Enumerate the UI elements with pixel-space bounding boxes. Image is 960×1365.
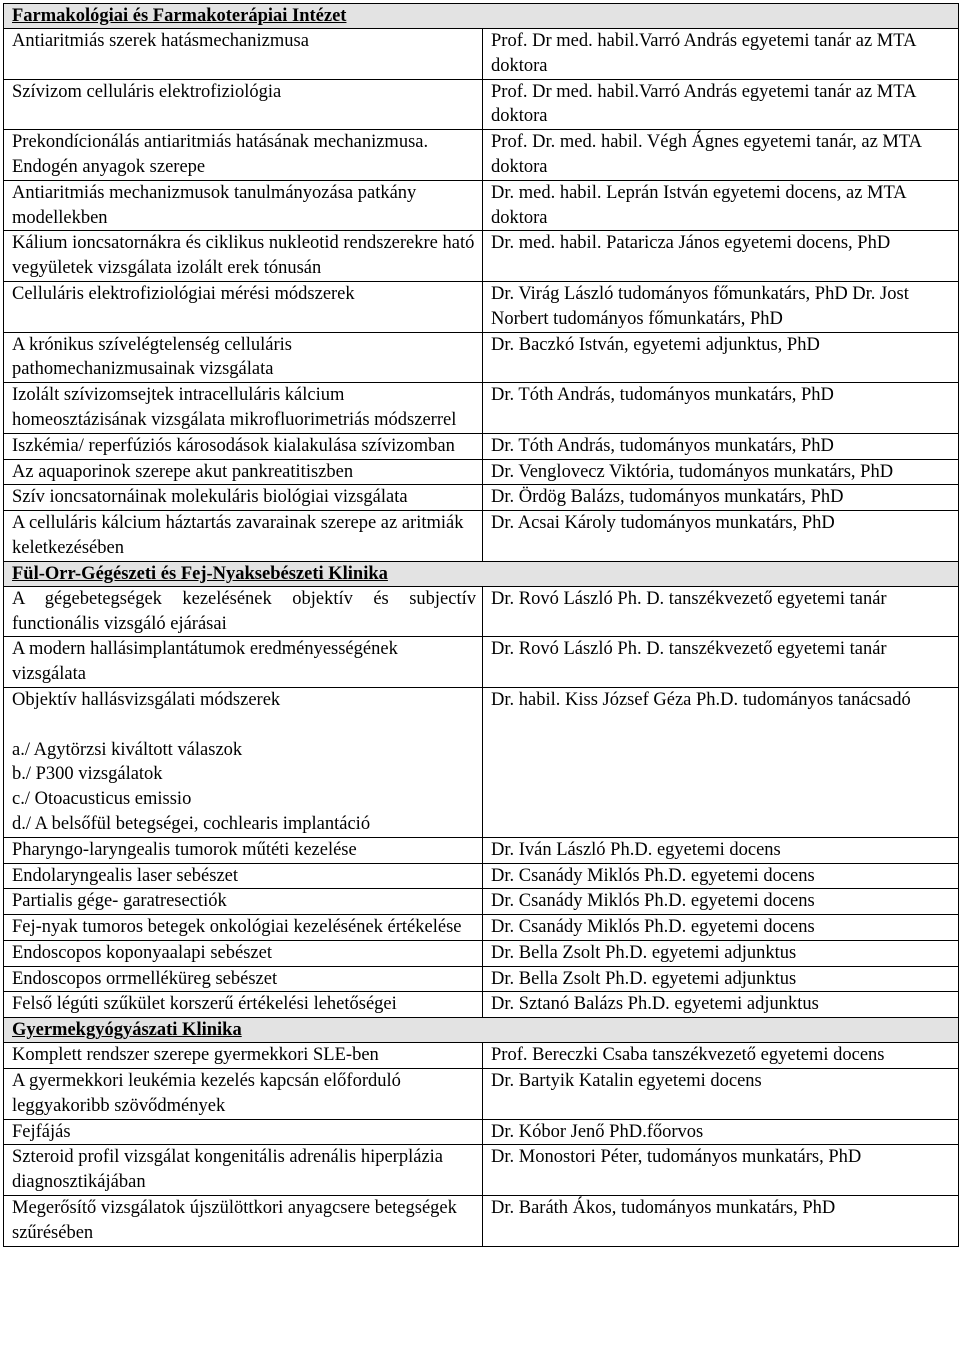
topic-cell: Az aquaporinok szerepe akut pankreatitiszben	[4, 459, 483, 485]
section-header-row	[4, 4, 959, 29]
topic-cell: Pharyngo-laryngealis tumorok műtéti kezelése	[4, 837, 483, 863]
topic-cell: A modern hallásimplantátumok eredményességének vizsgálata	[4, 637, 483, 688]
supervisor-cell: Dr. habil. Kiss József Géza Ph.D. tudományos tanácsadó	[483, 687, 959, 837]
topic-cell: Szív ioncsatornáinak molekuláris biológiai vizsgálata	[4, 485, 483, 511]
topic-row	[4, 1069, 959, 1120]
topic-row	[4, 332, 959, 383]
section-header-row	[4, 561, 959, 586]
topic-cell: A gyermekkori leukémia kezelés kapcsán előforduló leggyakoribb szövődmények	[4, 1069, 483, 1120]
topic-row	[4, 433, 959, 459]
supervisor-cell: Dr. Acsai Károly tudományos munkatárs, PhD	[483, 511, 959, 562]
topic-row	[4, 231, 959, 282]
supervisor-cell: Dr. Tóth András, tudományos munkatárs, PhD	[483, 433, 959, 459]
topic-cell: Komplett rendszer szerepe gyermekkori SLE-ben	[4, 1043, 483, 1069]
supervisor-cell: Dr. Bella Zsolt Ph.D. egyetemi adjunktus	[483, 940, 959, 966]
supervisor-cell: Dr. Csanády Miklós Ph.D. egyetemi docens	[483, 915, 959, 941]
supervisor-cell: Dr. Venglovecz Viktória, tudományos munkatárs, PhD	[483, 459, 959, 485]
supervisor-cell: Dr. med. habil. Leprán István egyetemi docens, az MTA doktora	[483, 180, 959, 231]
topic-row	[4, 637, 959, 688]
topic-row	[4, 1043, 959, 1069]
topic-row	[4, 1196, 959, 1247]
topic-cell: Antiaritmiás szerek hatásmechanizmusa	[4, 29, 483, 80]
topic-cell: Endoscopos koponyaalapi sebészet	[4, 940, 483, 966]
topic-row	[4, 281, 959, 332]
supervisor-cell: Dr. Tóth András, tudományos munkatárs, PhD	[483, 383, 959, 434]
topic-row	[4, 966, 959, 992]
supervisor-cell: Dr. Bartyik Katalin egyetemi docens	[483, 1069, 959, 1120]
supervisor-cell: Dr. Iván László Ph.D. egyetemi docens	[483, 837, 959, 863]
topic-cell: Endoscopos orrmelléküreg sebészet	[4, 966, 483, 992]
topic-cell: Fej-nyak tumoros betegek onkológiai kezelésének értékelése	[4, 915, 483, 941]
topic-row	[4, 29, 959, 80]
supervisor-cell: Dr. Monostori Péter, tudományos munkatárs, PhD	[483, 1145, 959, 1196]
topics-table-body	[4, 4, 959, 1247]
topic-cell: Felső légúti szűkület korszerű értékelési lehetőségei	[4, 992, 483, 1018]
section-title: Gyermekgyógyászati Klinika	[4, 1018, 959, 1043]
topic-cell: Endolaryngealis laser sebészet	[4, 863, 483, 889]
topic-cell: A gégebetegségek kezelésének objektív és subjectív functionális vizsgáló ejárásai	[4, 586, 483, 637]
supervisor-cell: Dr. Bella Zsolt Ph.D. egyetemi adjunktus	[483, 966, 959, 992]
topic-cell: Izolált szívizomsejtek intracelluláris kálcium homeosztázisának vizsgálata mikrofluorimetriás módszerrel	[4, 383, 483, 434]
supervisor-cell: Dr. Baczkó István, egyetemi adjunktus, PhD	[483, 332, 959, 383]
topic-row	[4, 863, 959, 889]
supervisor-cell: Dr. Sztanó Balázs Ph.D. egyetemi adjunktus	[483, 992, 959, 1018]
topic-row	[4, 1119, 959, 1145]
topic-cell: Megerősítő vizsgálatok újszülöttkori anyagcsere betegségek szűrésében	[4, 1196, 483, 1247]
topic-row	[4, 837, 959, 863]
supervisor-cell: Dr. Csanády Miklós Ph.D. egyetemi docens	[483, 889, 959, 915]
topic-cell: A celluláris kálcium háztartás zavarainak szerepe az aritmiák keletkezésében	[4, 511, 483, 562]
topic-row	[4, 130, 959, 181]
supervisor-cell: Dr. Baráth Ákos, tudományos munkatárs, PhD	[483, 1196, 959, 1247]
supervisor-cell: Prof. Dr med. habil.Varró András egyetemi tanár az MTA doktora	[483, 29, 959, 80]
topic-cell: Antiaritmiás mechanizmusok tanulmányozása patkány modellekben	[4, 180, 483, 231]
topic-row	[4, 1145, 959, 1196]
supervisor-cell: Dr. Rovó László Ph. D. tanszékvezető egyetemi tanár	[483, 586, 959, 637]
supervisor-cell: Dr. Rovó László Ph. D. tanszékvezető egyetemi tanár	[483, 637, 959, 688]
section-header-row	[4, 1018, 959, 1043]
topic-row	[4, 79, 959, 130]
supervisor-cell: Prof. Dr med. habil.Varró András egyetemi tanár az MTA doktora	[483, 79, 959, 130]
topic-row	[4, 383, 959, 434]
topic-row	[4, 586, 959, 637]
topic-row	[4, 992, 959, 1018]
topic-row	[4, 687, 959, 837]
topic-row	[4, 915, 959, 941]
topic-row	[4, 180, 959, 231]
topic-cell: Celluláris elektrofiziológiai mérési módszerek	[4, 281, 483, 332]
topic-cell: Iszkémia/ reperfúziós károsodások kialakulása szívizomban	[4, 433, 483, 459]
topic-row	[4, 940, 959, 966]
topic-cell: A krónikus szívelégtelenség celluláris pathomechanizmusainak vizsgálata	[4, 332, 483, 383]
topic-row	[4, 485, 959, 511]
topic-cell: Fejfájás	[4, 1119, 483, 1145]
topic-cell: Szteroid profil vizsgálat kongenitális adrenális hiperplázia diagnosztikájában	[4, 1145, 483, 1196]
supervisor-cell: Dr. Csanády Miklós Ph.D. egyetemi docens	[483, 863, 959, 889]
section-title: Fül-Orr-Gégészeti és Fej-Nyaksebészeti Klinika	[4, 561, 959, 586]
section-title: Farmakológiai és Farmakoterápiai Intézet	[4, 4, 959, 29]
topics-table	[3, 3, 959, 1247]
topic-row	[4, 459, 959, 485]
topic-cell: Szívizom celluláris elektrofiziológia	[4, 79, 483, 130]
supervisor-cell: Dr. Ördög Balázs, tudományos munkatárs, PhD	[483, 485, 959, 511]
supervisor-cell: Prof. Bereczki Csaba tanszékvezető egyetemi docens	[483, 1043, 959, 1069]
supervisor-cell: Dr. med. habil. Pataricza János egyetemi docens, PhD	[483, 231, 959, 282]
topic-cell: Prekondícionálás antiaritmiás hatásának mechanizmusa. Endogén anyagok szerepe	[4, 130, 483, 181]
topic-row	[4, 511, 959, 562]
topic-cell: Objektív hallásvizsgálati módszerek a./ Agytörzsi kiváltott válaszok b./ P300 vizsgálatok c./ Otoacusticus emissio d./ A belsőfül betegségei, cochlearis implantáció	[4, 687, 483, 837]
supervisor-cell: Dr. Kóbor Jenő PhD.főorvos	[483, 1119, 959, 1145]
topic-cell: Kálium ioncsatornákra és ciklikus nukleotid rendszerekre ható vegyületek vizsgálata izolált erek tónusán	[4, 231, 483, 282]
supervisor-cell: Dr. Virág László tudományos főmunkatárs, PhD Dr. Jost Norbert tudományos főmunkatárs, PhD	[483, 281, 959, 332]
topic-row	[4, 889, 959, 915]
topic-cell: Partialis gége- garatresectiók	[4, 889, 483, 915]
supervisor-cell: Prof. Dr. med. habil. Végh Ágnes egyetemi tanár, az MTA doktora	[483, 130, 959, 181]
